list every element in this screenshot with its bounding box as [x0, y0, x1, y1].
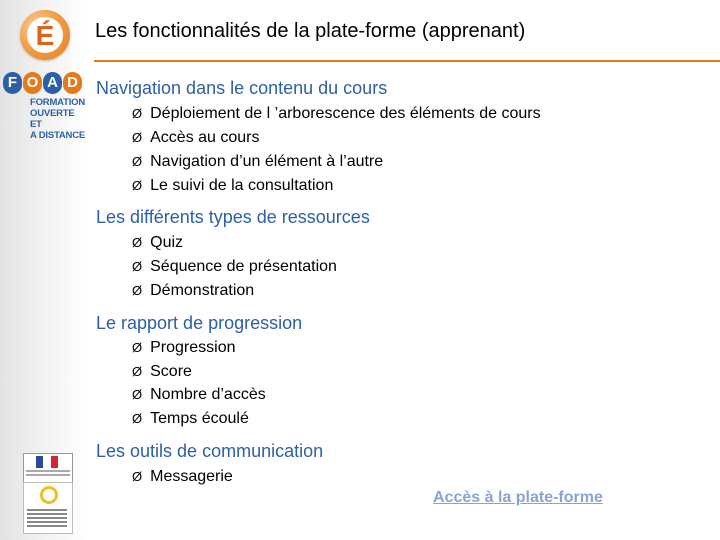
foad-logo-icon — [3, 72, 82, 96]
list-item — [132, 363, 192, 381]
foad-letter: D — [63, 72, 82, 94]
bullet-arrow-icon: Ø — [132, 154, 143, 169]
sidebar — [0, 0, 88, 540]
list-item — [132, 177, 333, 195]
bullet-arrow-icon: Ø — [132, 178, 143, 193]
list-item-label: Temps écoulé — [150, 410, 249, 427]
republique-francaise-logo-icon — [23, 453, 73, 483]
section-heading-navigation: Navigation dans le contenu du cours — [96, 78, 388, 98]
e-logo-letter: É — [35, 20, 55, 51]
foad-letter: A — [43, 72, 62, 94]
section-heading-rapport: Le rapport de progression — [96, 313, 303, 333]
foad-letter: F — [3, 72, 22, 94]
list-item-label: Score — [150, 363, 192, 380]
platform-access-link[interactable]: Accès à la plate-forme — [433, 489, 603, 506]
bullet-arrow-icon: Ø — [132, 259, 143, 274]
bullet-arrow-icon: Ø — [132, 340, 143, 355]
page-title: Les fonctionnalités de la plate-forme (apprenant) — [95, 20, 526, 42]
list-item-label: Nombre d’accès — [150, 386, 266, 403]
list-item — [132, 153, 383, 171]
list-item-label: Le suivi de la consultation — [150, 177, 334, 194]
foad-subtitle — [30, 97, 88, 141]
list-item — [132, 282, 254, 300]
list-item — [132, 105, 541, 123]
title-divider — [94, 60, 720, 62]
list-item-label: Progression — [150, 339, 236, 356]
list-item-label: Séquence de présentation — [150, 258, 337, 275]
ministere-logo-icon — [23, 482, 73, 534]
list-item — [132, 468, 233, 486]
list-item-label: Navigation d’un élément à l’autre — [150, 153, 384, 170]
section-heading-communication: Les outils de communication — [96, 441, 324, 461]
list-item-label: Démonstration — [150, 282, 255, 299]
bullet-arrow-icon: Ø — [132, 235, 143, 250]
bullet-arrow-icon: Ø — [132, 469, 143, 484]
foad-subtitle-line: FORMATION — [30, 97, 86, 108]
bullet-arrow-icon: Ø — [132, 106, 143, 121]
e-logo-icon — [20, 10, 70, 60]
bullet-arrow-icon: Ø — [132, 364, 143, 379]
bullet-arrow-icon: Ø — [132, 387, 143, 402]
bullet-arrow-icon: Ø — [132, 283, 143, 298]
foad-subtitle-line: A DISTANCE — [30, 130, 86, 141]
list-item — [132, 339, 236, 357]
foad-subtitle-line: OUVERTE ET — [30, 108, 75, 130]
list-item — [132, 234, 183, 252]
list-item-label: Messagerie — [150, 468, 233, 485]
list-item — [132, 258, 337, 276]
list-item — [132, 386, 266, 404]
list-item-label: Accès au cours — [150, 129, 260, 146]
list-item — [132, 410, 249, 428]
list-item-label: Déploiement de l ’arborescence des éléments de cours — [150, 105, 541, 122]
list-item-label: Quiz — [150, 234, 184, 251]
bullet-arrow-icon: Ø — [132, 411, 143, 426]
bullet-arrow-icon: Ø — [132, 130, 143, 145]
foad-letter: O — [23, 72, 42, 94]
section-heading-ressources: Les différents types de ressources — [96, 207, 370, 227]
list-item — [132, 129, 260, 147]
